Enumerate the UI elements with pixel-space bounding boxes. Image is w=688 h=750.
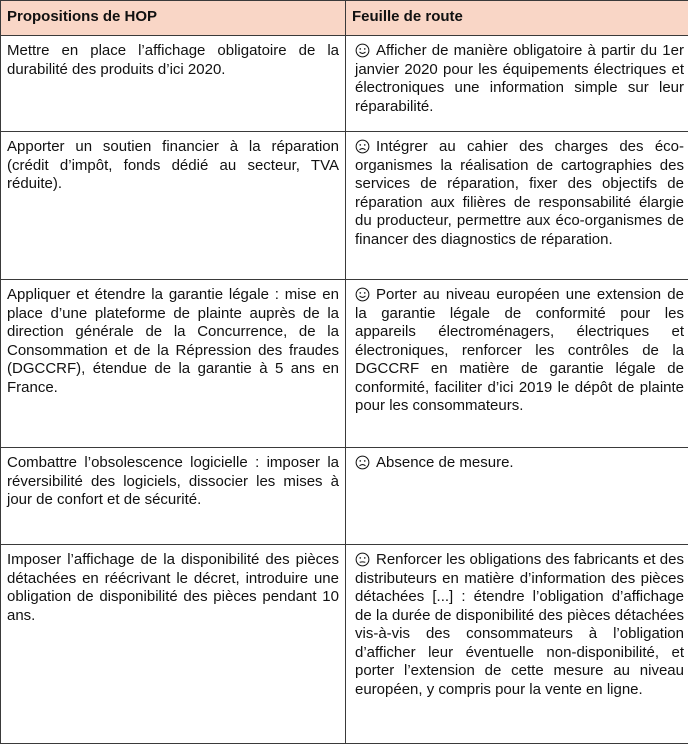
smiley-face-icon bbox=[355, 287, 372, 302]
proposition-cell: Mettre en place l’affichage obligatoire de la durabilité des produits d’ici 2020. bbox=[1, 36, 346, 132]
feuille-text: Afficher de manière obligatoire à partir du 1er janvier 2020 pour les équipements électriques et électroniques une information simple sur leur réparabilité. bbox=[355, 42, 684, 115]
proposition-cell: Imposer l’affichage de la disponibilité des pièces détachées en réécrivant le décret, introduire une obligation de disponibilité des pièces pendant 10 ans. bbox=[1, 545, 346, 744]
feuille-text: Absence de mesure. bbox=[376, 454, 514, 471]
frowning-face-icon bbox=[355, 455, 372, 470]
feuille-text: Renforcer les obligations des fabricants et des distributeurs en matière d’information des pièces détachées [...] : étendre l’obligation d’affichage de la durée de disponibilité des pièces détachées vis-à-vis des consommateurs à l’obligation d’afficher leur éventuelle non-disponibilité, et porter l’extension de cette mesure au niveau européen, y compris pour la vente en ligne. bbox=[355, 551, 684, 698]
neutral-face-icon bbox=[355, 552, 372, 567]
smiley-face-icon bbox=[355, 43, 372, 58]
header-propositions: Propositions de HOP bbox=[1, 1, 346, 36]
table-row bbox=[1, 448, 688, 545]
feuille-cell bbox=[346, 132, 688, 280]
table-row bbox=[1, 36, 688, 132]
feuille-cell bbox=[346, 280, 688, 448]
proposition-cell: Appliquer et étendre la garantie légale : mise en place d’une plateforme de plainte auprès de la direction générale de la Concurrence, de la Consommation et de la Répression des fraudes (DGCCRF), étendue de la garantie à 5 ans en France. bbox=[1, 280, 346, 448]
header-feuille-de-route: Feuille de route bbox=[346, 1, 688, 36]
proposition-cell: Combattre l’obsolescence logicielle : imposer la réversibilité des logiciels, dissocier les mises à jour de confort et de sécurité. bbox=[1, 448, 346, 545]
feuille-text: Porter au niveau européen une extension de la garantie légale de conformité pour les appareils électroménagers, électriques et électroniques, renforcer les contrôles de la DGCCRF en matière de garantie légale de conformité, faciliter d’ici 2019 le dépôt de plainte pour les consommateurs. bbox=[355, 286, 684, 414]
table-row bbox=[1, 132, 688, 280]
table-header-row bbox=[1, 1, 688, 36]
feuille-cell bbox=[346, 448, 688, 545]
proposition-cell: Apporter un soutien financier à la réparation (crédit d’impôt, fonds dédié au secteur, TVA réduite). bbox=[1, 132, 346, 280]
feuille-cell bbox=[346, 36, 688, 132]
table-row bbox=[1, 545, 688, 744]
feuille-cell bbox=[346, 545, 688, 744]
frowning-face-icon bbox=[355, 139, 372, 154]
feuille-text: Intégrer au cahier des charges des éco-organismes la réalisation de cartographies des services de réparation, fixer des objectifs de réparation aux filières de responsabilité élargie du producteur, permettre aux éco-organismes de financer des diagnostics de réparation. bbox=[355, 138, 684, 248]
table-row bbox=[1, 280, 688, 448]
